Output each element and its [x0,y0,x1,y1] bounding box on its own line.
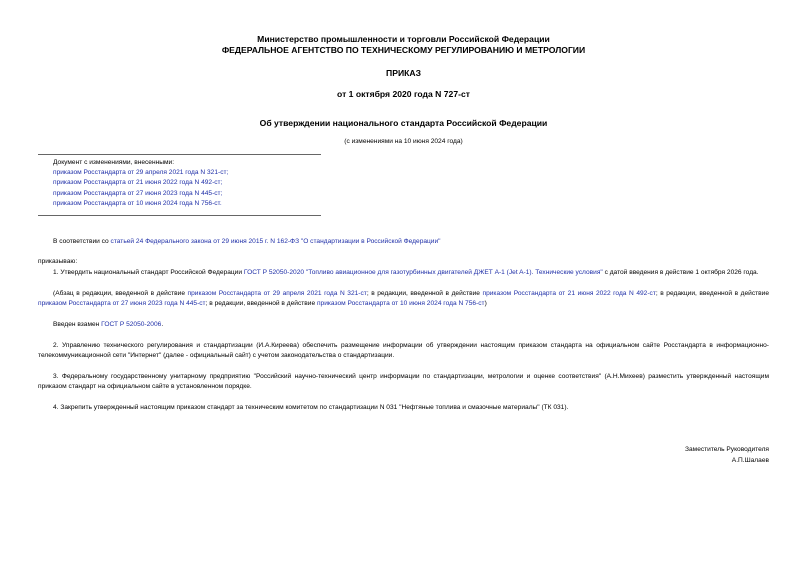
note-text-b: ; в редакции, введенной в действие [366,290,483,297]
note-link-2021[interactable]: приказом Росстандарта от 29 апреля 2021 года N 321-ст [187,290,367,297]
paragraph-1-note [38,289,769,309]
changes-intro: Документ с изменениями, внесенными: [53,159,175,166]
changes-block [38,154,321,216]
amended-note: (с изменениями на 10 июня 2024 года) [344,138,463,145]
change-link-2021[interactable]: приказом Росстандарта от 29 апреля 2021 года N 321-ст; [53,169,229,177]
agency-heading: ФЕДЕРАЛЬНОЕ АГЕНТСТВО ПО ТЕХНИЧЕСКОМУ РЕГУЛИРОВАНИЮ И МЕТРОЛОГИИ [221,45,586,55]
change-link-2023[interactable]: приказом Росстандарта от 27 июня 2023 года N 445-ст; [53,189,223,197]
gost-2020-link[interactable]: ГОСТ Р 52050-2020 "Топливо авиационное для газотурбинных двигателей ДЖЕТ А-1 (Jet A-1). Технические условия" [243,269,603,276]
paragraph-1 [38,268,769,278]
change-link-2024[interactable]: приказом Росстандарта от 10 июня 2024 года N 756-ст. [53,199,222,207]
paragraph-1-suffix: с датой введения в действие 1 октября 2026 года. [602,269,759,276]
orders-label: приказываю: [38,258,78,265]
note-text-a: (Абзац в редакции, введенной в действие [53,290,188,297]
paragraph-1-text: 1. Утвердить национальный стандарт Российской Федерации [53,269,244,276]
gost-2006-link[interactable]: ГОСТ Р 52050-2006 [101,321,162,328]
note-link-2024[interactable]: приказом Росстандарта от 10 июня 2024 года N 756-ст [316,300,485,307]
paragraph-2: 2. Управлению технического регулирования и стандартизации (И.А.Киреева) обеспечить размещение информации об утверждении настоящим приказом стандарта на официальном сайте Росстандарта в информационно-телекоммуникационной сети "Интернет" (далее - официальный сайт) с учетом законодательства о стандартизации. [38,342,769,359]
replacement-note [38,320,769,330]
note-link-2023[interactable]: приказом Росстандарта от 27 июня 2023 года N 445-ст [38,300,206,307]
paragraph-3: 3. Федеральному государственному унитарному предприятию "Российский научно-технический центр информации по стандартизации, метрологии и оценке соответствия" (А.Н.Михеев) разместить утвержденный настоящим приказом стандарт на официальном сайте в установленном порядке. [38,373,769,390]
date-number-heading: от 1 октября 2020 года N 727-ст [337,89,470,99]
paragraph-4: 4. Закрепить утвержденный настоящим приказом стандарт за техническим комитетом по стандартизации N 031 "Нефтяные топлива и смазочные материалы" (ТК 031). [53,404,569,411]
federal-law-link[interactable]: статьей 24 Федерального закона от 29 июня 2015 г. N 162-ФЗ "О стандартизации в Российской Федерации" [110,238,441,245]
document-title: Об утверждении национального стандарта Российской Федерации [259,118,548,128]
replacement-suffix: . [161,321,164,328]
doc-type-heading: ПРИКАЗ [386,68,421,78]
preamble [38,237,769,247]
ministry-heading: Министерство промышленности и торговли Российской Федерации [257,34,550,44]
signature-name: А.П.Шалаев [731,457,769,464]
preamble-text: В соответствии со [53,238,111,245]
change-link-2022[interactable]: приказом Росстандарта от 21 июня 2022 года N 492-ст; [53,179,223,187]
signature-position: Заместитель Руководителя [685,446,769,453]
replacement-text: Введен взамен [53,321,102,328]
note-link-2022[interactable]: приказом Росстандарта от 21 июня 2022 года N 492-ст [482,290,656,297]
note-text-d: ; в редакции, введенной в действие [205,300,317,307]
note-text-e: ) [484,300,487,307]
note-text-c: ; в редакции, введенной в действие [655,290,769,297]
